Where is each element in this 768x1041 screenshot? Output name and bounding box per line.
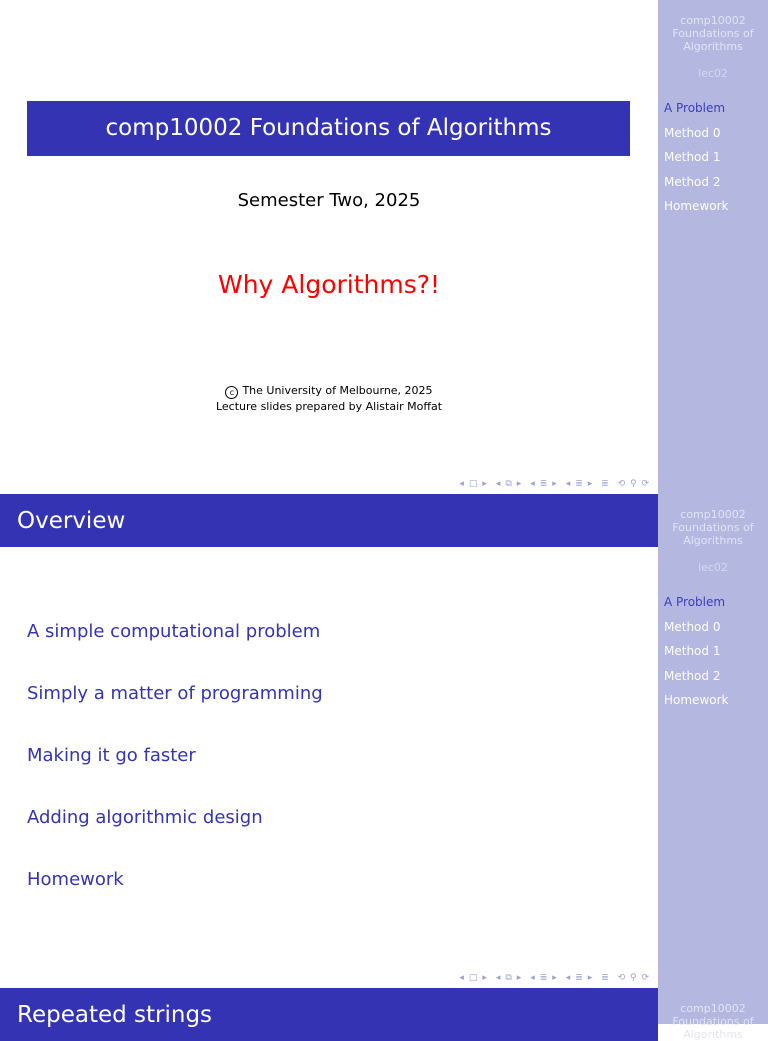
document-icon[interactable]: ≣	[601, 479, 610, 489]
section-prev-icon[interactable]: ◂	[530, 479, 536, 489]
sidebar-course-title[interactable]: comp10002 Foundations of Algorithms	[672, 14, 754, 53]
sidebar-item-method-0[interactable]: Method 0	[664, 619, 721, 634]
presentation-title: comp10002 Foundations of Algorithms	[27, 101, 630, 156]
sidebar-lecture[interactable]: lec02	[698, 67, 728, 80]
frame-next-icon[interactable]: ▸	[482, 479, 488, 489]
subsection-icon[interactable]: ⧉	[505, 479, 513, 489]
slide-overview	[0, 494, 768, 988]
search-icon[interactable]: ⟲ ⚲ ⟳	[617, 973, 650, 983]
subsection-next-icon[interactable]: ▸	[516, 973, 523, 983]
copyright-text: The University of Melbourne, 2025	[242, 384, 433, 397]
overview-item[interactable]: Simply a matter of programming	[27, 683, 323, 704]
author-line: Lecture slides prepared by Alistair Moffat	[215, 400, 443, 413]
overview-list	[27, 620, 323, 930]
slide-repeated-strings	[0, 988, 768, 1041]
section-next-icon[interactable]: ▸	[552, 479, 558, 489]
sidebar-item-method-1[interactable]: Method 1	[664, 644, 721, 658]
slide-content	[0, 988, 658, 1028]
part-next-icon[interactable]: ▸	[587, 973, 594, 983]
copyright-icon: c	[225, 386, 238, 399]
sidebar-item-method-2[interactable]: Method 2	[664, 174, 721, 189]
sidebar	[658, 988, 768, 1041]
sidebar-nav	[664, 594, 728, 717]
document-icon[interactable]: ≣	[601, 973, 610, 983]
slide-title	[0, 0, 768, 494]
subsection-icon[interactable]: ⧉	[505, 973, 513, 983]
sidebar-item-homework[interactable]: Homework	[664, 199, 729, 213]
semester-label: Semester Two, 2025	[237, 190, 421, 211]
part-prev-icon[interactable]: ◂	[565, 479, 572, 489]
sidebar-item-a-problem[interactable]: A Problem	[664, 101, 726, 115]
lecture-topic: Why Algorithms?!	[217, 270, 441, 299]
frame-title-bar	[0, 988, 658, 1041]
credits	[0, 383, 658, 415]
part-next-icon[interactable]: ▸	[587, 479, 594, 489]
section-icon[interactable]: ≣	[539, 479, 549, 489]
slide-content	[0, 494, 658, 988]
frame-title: Repeated strings	[17, 1002, 213, 1028]
frame-title: Overview	[17, 508, 126, 534]
beamer-navigation	[455, 973, 650, 983]
subsection-prev-icon[interactable]: ◂	[495, 973, 502, 983]
subsection-prev-icon[interactable]: ◂	[495, 479, 502, 489]
section-next-icon[interactable]: ▸	[552, 973, 558, 983]
sidebar	[658, 0, 768, 494]
frame-title-bar	[0, 494, 658, 547]
sidebar-item-a-problem[interactable]: A Problem	[664, 595, 726, 609]
search-icon[interactable]: ⟲ ⚲ ⟳	[617, 479, 650, 489]
copyright-line	[0, 383, 658, 399]
part-prev-icon[interactable]: ◂	[565, 973, 572, 983]
beamer-navigation	[455, 479, 650, 489]
frame-prev-icon[interactable]: ◂	[459, 479, 465, 489]
frame-icon[interactable]: □	[468, 479, 479, 489]
sidebar-item-method-1[interactable]: Method 1	[664, 150, 721, 164]
sidebar-nav	[664, 100, 728, 223]
overview-item[interactable]: Making it go faster	[27, 745, 196, 766]
overview-item[interactable]: Adding algorithmic design	[27, 807, 263, 828]
sidebar	[658, 494, 768, 988]
sidebar-course-title[interactable]: comp10002 Foundations of Algorithms	[672, 1002, 754, 1041]
part-icon[interactable]: ≣	[575, 973, 584, 983]
sidebar-item-method-2[interactable]: Method 2	[664, 668, 721, 683]
overview-item[interactable]: A simple computational problem	[27, 621, 321, 642]
section-icon[interactable]: ≣	[539, 973, 549, 983]
sidebar-course-title[interactable]: comp10002 Foundations of Algorithms	[672, 508, 754, 547]
subsection-next-icon[interactable]: ▸	[516, 479, 523, 489]
frame-prev-icon[interactable]: ◂	[459, 973, 465, 983]
sidebar-lecture[interactable]: lec02	[698, 561, 728, 574]
part-icon[interactable]: ≣	[575, 479, 584, 489]
frame-next-icon[interactable]: ▸	[482, 973, 488, 983]
sidebar-item-homework[interactable]: Homework	[664, 693, 729, 707]
section-prev-icon[interactable]: ◂	[530, 973, 536, 983]
slide-content	[0, 0, 658, 494]
frame-icon[interactable]: □	[468, 973, 479, 983]
overview-item[interactable]: Homework	[27, 869, 124, 890]
sidebar-item-method-0[interactable]: Method 0	[664, 125, 721, 140]
